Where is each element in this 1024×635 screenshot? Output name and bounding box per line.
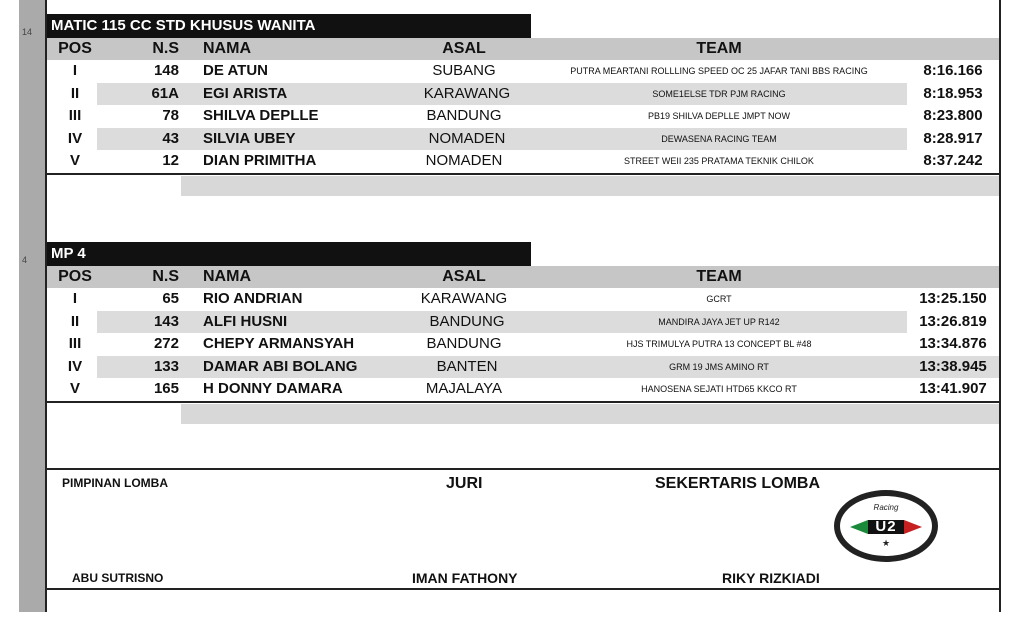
row-pos: III <box>68 335 82 352</box>
logo-star-icon: ★ <box>881 538 891 548</box>
row-nama: DAMAR ABI BOLANG <box>179 356 403 378</box>
row-ns: 78 <box>162 107 179 124</box>
row-pos: IV <box>67 357 83 375</box>
section-title: MP 4 <box>47 242 531 266</box>
row-asal: SUBANG <box>432 62 496 79</box>
row-asal: KARAWANG <box>403 83 531 105</box>
row-time: 13:25.150 <box>919 290 987 307</box>
row-asal: NOMADEN <box>403 128 531 150</box>
u2-racing-logo-icon <box>834 490 938 562</box>
table-row <box>47 378 999 401</box>
row-asal: MAJALAYA <box>425 380 503 397</box>
row-team: DEWASENA RACING TEAM <box>531 128 907 150</box>
table-header <box>47 266 999 288</box>
header-ns: N.S <box>152 268 179 285</box>
row-team: PB19 SHILVA DEPLLE JMPT NOW <box>647 111 791 121</box>
header-nama: NAMA <box>203 40 251 57</box>
row-team: STREET WEII 235 PRATAMA TEKNIK CHILOK <box>624 156 814 166</box>
row-asal: BANDUNG <box>426 335 502 352</box>
row-nama: DE ATUN <box>203 62 268 79</box>
row-team: GRM 19 JMS AMINO RT <box>531 356 907 378</box>
table-row <box>47 311 999 334</box>
row-nama: SILVIA UBEY <box>179 128 403 150</box>
table-header <box>47 38 999 60</box>
row-nama: DIAN PRIMITHA <box>203 152 317 169</box>
logo-top-text: Racing <box>873 503 899 512</box>
header-asal: ASAL <box>442 268 486 285</box>
row-time: 13:34.876 <box>919 335 987 352</box>
row-team: MANDIRA JAYA JET UP R142 <box>531 311 907 333</box>
row-ns: 43 <box>97 128 179 150</box>
signature-bottom-rule <box>45 588 1001 590</box>
row-nama: RIO ANDRIAN <box>203 290 303 307</box>
section-title: MATIC 115 CC STD KHUSUS WANITA <box>47 14 531 38</box>
header-team: TEAM <box>696 268 742 285</box>
row-pos: III <box>68 107 82 124</box>
row-asal: BANDUNG <box>426 107 502 124</box>
row-asal: BANDUNG <box>403 311 531 333</box>
row-ns: 65 <box>162 290 179 307</box>
row-nama: H DONNY DAMARA <box>203 380 343 397</box>
row-pos: V <box>69 152 80 169</box>
row-ns: 272 <box>153 335 179 352</box>
header-pos: POS <box>58 40 92 57</box>
row-time: 8:37.242 <box>923 152 983 169</box>
row-time: 13:38.945 <box>907 356 999 378</box>
row-time: 13:26.819 <box>919 312 987 330</box>
row-pos: II <box>70 84 80 102</box>
row-team: GCRT <box>706 294 732 304</box>
blank-gray-strip <box>181 404 999 424</box>
table-row <box>47 150 999 173</box>
juri-name: IMAN FATHONY <box>412 570 518 586</box>
row-pos: IV <box>67 129 83 147</box>
row-team: SOME1ELSE TDR PJM RACING <box>531 83 907 105</box>
header-asal: ASAL <box>442 40 486 57</box>
table-row <box>47 333 999 356</box>
table-row <box>47 128 999 151</box>
row-ns: 12 <box>162 152 179 169</box>
row-ns: 61A <box>97 83 179 105</box>
blank-gray-strip <box>181 176 999 196</box>
signature-top-rule <box>45 468 1001 470</box>
row-ns: 133 <box>97 356 179 378</box>
table-row <box>47 83 999 106</box>
table-row <box>47 105 999 128</box>
row-asal: BANTEN <box>403 356 531 378</box>
sekretaris-name: RIKY RIZKIADI <box>722 570 820 586</box>
row-ns: 148 <box>153 62 179 79</box>
header-team: TEAM <box>696 40 742 57</box>
header-ns: N.S <box>152 40 179 57</box>
row-asal: KARAWANG <box>420 290 508 307</box>
row-pos: I <box>72 290 78 307</box>
row-nama: SHILVA DEPLLE <box>203 107 319 124</box>
row-nama: ALFI HUSNI <box>179 311 403 333</box>
row-ns: 143 <box>97 311 179 333</box>
row-pos: V <box>69 380 80 397</box>
logo-text: U2 <box>875 518 897 535</box>
row-team: HJS TRIMULYA PUTRA 13 CONCEPT BL #48 <box>626 339 812 349</box>
table-row <box>47 288 999 311</box>
row-asal: NOMADEN <box>425 152 503 169</box>
table-bottom-rule <box>47 173 999 175</box>
section-1-side-number: 14 <box>22 27 33 37</box>
juri-label: JURI <box>446 475 483 492</box>
pimpinan-label: PIMPINAN LOMBA <box>62 476 168 490</box>
sekretaris-label: SEKERTARIS LOMBA <box>655 475 821 492</box>
row-ns: 165 <box>153 380 179 397</box>
row-pos: I <box>72 62 78 79</box>
header-nama: NAMA <box>203 268 251 285</box>
pimpinan-name: ABU SUTRISNO <box>72 571 164 585</box>
row-team: HANOSENA SEJATI HTD65 KKCO RT <box>641 384 797 394</box>
row-time: 8:18.953 <box>923 84 983 102</box>
row-team: PUTRA MEARTANI ROLLLING SPEED OC 25 JAFAR TANI BBS RACING <box>570 66 868 76</box>
left-margin-bar <box>19 0 45 612</box>
frame-right-border <box>999 0 1001 612</box>
table-row <box>47 60 999 83</box>
row-time: 8:28.917 <box>923 129 983 147</box>
row-time: 13:41.907 <box>919 380 987 397</box>
row-time: 8:23.800 <box>923 107 983 124</box>
header-pos: POS <box>58 268 92 285</box>
row-time: 8:16.166 <box>923 62 983 79</box>
table-bottom-rule <box>47 401 999 403</box>
row-pos: II <box>70 312 80 330</box>
row-nama: CHEPY ARMANSYAH <box>203 335 355 352</box>
row-nama: EGI ARISTA <box>179 83 403 105</box>
table-row <box>47 356 999 379</box>
section-2-side-number: 4 <box>22 255 28 265</box>
